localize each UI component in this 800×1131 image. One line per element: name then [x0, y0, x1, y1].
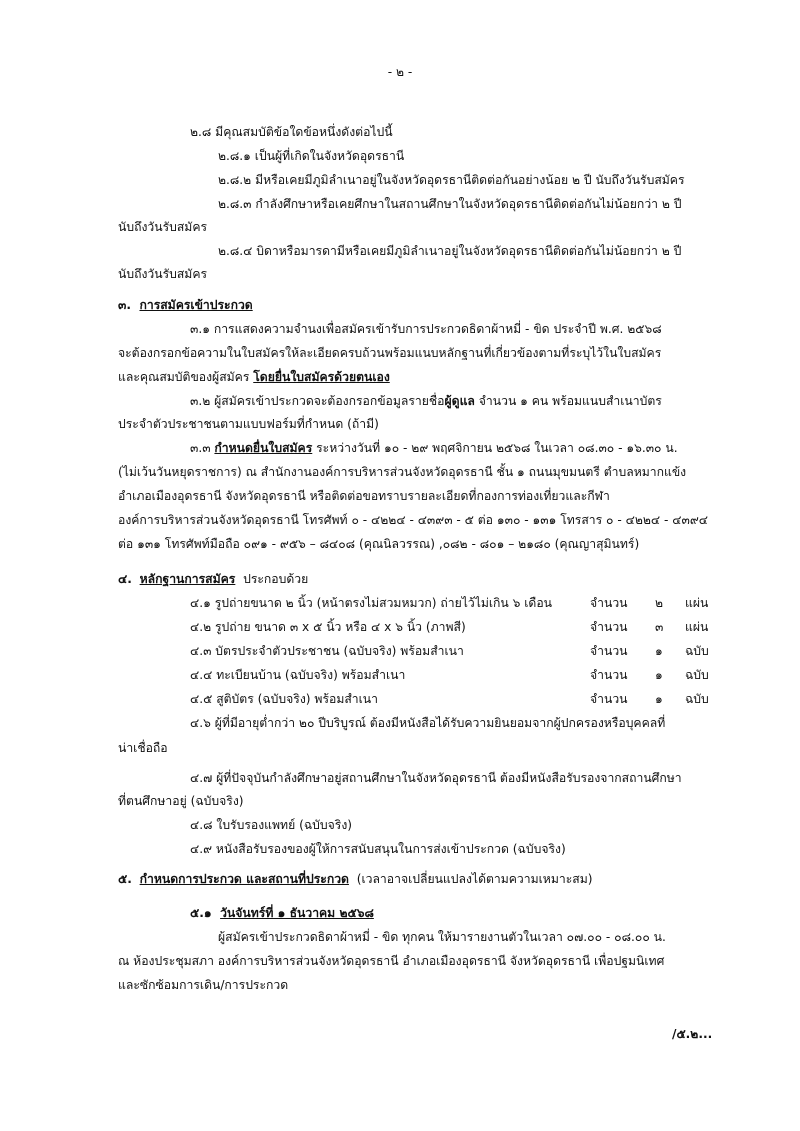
qualification-item-4: ๒.๘.๔ บิดาหรือมารดามีหรือเคยมีภูมิลำเนาอยู่ในจังหวัดอุดรธานีติดต่อกันไม่น้อยกว่า ๒ ปี [218, 244, 682, 258]
paragraph-3-2-emphasis: ผู้ดูแล [444, 394, 475, 408]
list-item-unit: ฉบับ [685, 644, 709, 658]
list-item-word: จำนวน [590, 692, 628, 706]
section-5-suffix: (เวลาอาจเปลี่ยนแปลงได้ตามความเหมาะสม) [356, 872, 593, 886]
list-item-label: ๔.๑ รูปถ่ายขนาด ๒ นิ้ว (หน้าตรงไม่สวมหมวก) ถ่ายไว้ไม่เกิน ๖ เดือน [190, 596, 552, 610]
list-item-word: จำนวน [590, 620, 628, 634]
paragraph-4-9: ๔.๙ หนังสือรับรองของผู้ให้การสนับสนุนในการส่งเข้าประกวด (ฉบับจริง) [190, 842, 566, 856]
page-number: - ๒ - [387, 65, 413, 79]
list-item-unit: แผ่น [685, 620, 709, 634]
list-item-qty: ๓ [655, 620, 664, 634]
paragraph-3-3-text-a: ๓.๓ [190, 441, 215, 455]
list-item-label: ๔.๕ สูติบัตร (ฉบับจริง) พร้อมสำเนา [190, 692, 378, 706]
paragraph-3-2-text-a: ๓.๒ ผู้สมัครเข้าประกวดจะต้องกรอกข้อมูลรายชื่อ [190, 394, 445, 408]
section-5-heading [118, 871, 593, 887]
paragraph-3-2-line-2: ประจำตัวประชาชนตามแบบฟอร์มที่กำหนด (ถ้ามี) [118, 417, 379, 431]
paragraph-3-1-text: และคุณสมบัติของผู้สมัคร [118, 370, 250, 384]
paragraph-5-1-line-1: ผู้สมัครเข้าประกวดธิดาผ้าหมี่ - ขิด ทุกคน ให้มารายงานตัวในเวลา ๐๗.๐๐ - ๐๘.๐๐ น. [218, 930, 666, 944]
list-item-qty: ๑ [655, 692, 663, 706]
paragraph-3-2-line-1 [190, 393, 662, 409]
section-4-heading [118, 571, 308, 587]
section-3-heading [118, 297, 253, 313]
paragraph-4-7-line-1: ๔.๗ ผู้ที่ปัจจุบันกำลังศึกษาอยู่สถานศึกษาในจังหวัดอุดรธานี ต้องมีหนังสือรับรองจากสถานศึกษา [190, 771, 682, 785]
paragraph-4-7-line-2: ที่ตนศึกษาอยู่ (ฉบับจริง) [118, 794, 244, 808]
paragraph-3-1-line-1: ๓.๑ การแสดงความจำนงเพื่อสมัครเข้ารับการประกวดธิดาผ้าหมี่ - ขิด ประจำปี พ.ศ. ๒๕๖๘ [190, 322, 662, 336]
qualification-intro: ๒.๘ มีคุณสมบัติข้อใดข้อหนึ่งดังต่อไปนี้ [190, 125, 393, 139]
section-3-number: ๓. [118, 298, 131, 312]
subsection-5-1-number: ๕.๑ [190, 906, 212, 920]
list-item-label: ๔.๒ รูปถ่าย ขนาด ๓ x ๕ นิ้ว หรือ ๔ x ๖ นิ้ว (ภาพสี) [190, 620, 466, 634]
section-4-suffix: ประกอบด้วย [243, 572, 309, 586]
paragraph-5-1-line-3: และซักซ้อมการเดิน/การประกวด [118, 978, 289, 992]
paragraph-3-3-emphasis: กำหนดยื่นใบสมัคร [214, 441, 313, 455]
list-item-label: ๔.๔ ทะเบียนบ้าน (ฉบับจริง) พร้อมสำเนา [190, 668, 406, 682]
section-4-title: หลักฐานการสมัคร [139, 572, 236, 586]
list-item-qty: ๑ [655, 644, 663, 658]
paragraph-4-6-line-2: น่าเชื่อถือ [118, 741, 168, 755]
subsection-5-1-heading [190, 905, 374, 921]
continuation-marker: /๕.๒... [672, 1027, 713, 1041]
list-item-word: จำนวน [590, 668, 628, 682]
list-item-label: ๔.๓ บัตรประจำตัวประชาชน (ฉบับจริง) พร้อมสำเนา [190, 644, 464, 658]
list-item-word: จำนวน [590, 596, 628, 610]
paragraph-3-1-line-3 [118, 369, 390, 385]
list-item-qty: ๑ [655, 668, 663, 682]
paragraph-3-1-line-2: จะต้องกรอกข้อความในใบสมัครให้ละเอียดครบถ้วนพร้อมแนบหลักฐานที่เกี่ยวข้องตามที่ระบุไว้ในใบสมัคร [118, 346, 662, 360]
paragraph-3-3-line-2: (ไม่เว้นวันหยุดราชการ) ณ สำนักงานองค์การบริหารส่วนจังหวัดอุดรธานี ชั้น ๑ ถนนมุขมนตรี ตำบลหมากแข้ง [118, 465, 687, 479]
section-4-number: ๔. [118, 572, 132, 586]
list-item-unit: ฉบับ [685, 668, 709, 682]
paragraph-3-3-line-1 [190, 440, 678, 456]
paragraph-4-8: ๔.๘ ใบรับรองแพทย์ (ฉบับจริง) [190, 818, 353, 832]
qualification-item-3: ๒.๘.๓ กำลังศึกษาหรือเคยศึกษาในสถานศึกษาในจังหวัดอุดรธานีติดต่อกันไม่น้อยกว่า ๒ ปี [218, 197, 682, 211]
section-5-number: ๕. [118, 872, 132, 886]
paragraph-3-1-emphasis: โดยยื่นใบสมัครด้วยตนเอง [253, 370, 390, 384]
paragraph-4-6-line-1: ๔.๖ ผู้ที่มีอายุต่ำกว่า ๒๐ ปีบริบูรณ์ ต้องมีหนังสือได้รับความยินยอมจากผู้ปกครองหรือบุคคลที่ [190, 716, 666, 730]
subsection-5-1-title: วันจันทร์ที่ ๑ ธันวาคม ๒๕๖๘ [220, 906, 374, 920]
paragraph-3-3-line-5: ต่อ ๑๓๑ โทรศัพท์มือถือ ๐๙๑ - ๙๕๖ – ๘๔๐๘ (คุณนิลวรรณ) ,๐๘๒ - ๘๐๑ – ๒๑๘๐ (คุณญาสุมินทร์) [118, 537, 640, 551]
paragraph-3-3-line-3: อำเภอเมืองอุดรธานี จังหวัดอุดรธานี หรือติดต่อขอทราบรายละเอียดที่กองการท่องเที่ยวและกีฬา [118, 489, 610, 503]
qualification-item-3-cont: นับถึงวันรับสมัคร [118, 220, 208, 234]
paragraph-3-2-text-b: จำนวน ๑ คน พร้อมแนบสำเนาบัตร [474, 394, 662, 408]
list-item-unit: แผ่น [685, 596, 709, 610]
paragraph-3-3-text-b: ระหว่างวันที่ ๑๐ - ๒๙ พฤศจิกายน ๒๕๖๘ ในเวลา ๐๘.๓๐ - ๑๖.๓๐ น. [312, 441, 678, 455]
qualification-item-1: ๒.๘.๑ เป็นผู้ที่เกิดในจังหวัดอุดรธานี [218, 149, 405, 163]
qualification-item-2: ๒.๘.๒ มีหรือเคยมีภูมิลำเนาอยู่ในจังหวัดอุดรธานีติดต่อกันอย่างน้อย ๒ ปี นับถึงวันรับสมัคร [218, 173, 685, 187]
paragraph-5-1-line-2: ณ ห้องประชุมสภา องค์การบริหารส่วนจังหวัดอุดรธานี อำเภอเมืองอุดรธานี จังหวัดอุดรธานี เพื่อปฐมนิเทศ [118, 954, 665, 968]
list-item-qty: ๒ [655, 596, 664, 610]
section-3-title: การสมัครเข้าประกวด [139, 298, 253, 312]
qualification-item-4-cont: นับถึงวันรับสมัคร [118, 267, 208, 281]
list-item-unit: ฉบับ [685, 692, 709, 706]
list-item-word: จำนวน [590, 644, 628, 658]
section-5-title: กำหนดการประกวด และสถานที่ประกวด [139, 872, 349, 886]
paragraph-3-3-line-4: องค์การบริหารส่วนจังหวัดอุดรธานี โทรศัพท์ ๐ - ๔๒๒๔ - ๔๓๙๓ - ๕ ต่อ ๑๓๐ - ๑๓๑ โทรสาร ๐ - ๔๒๒๔ - ๔๓๙๔ [118, 513, 708, 527]
